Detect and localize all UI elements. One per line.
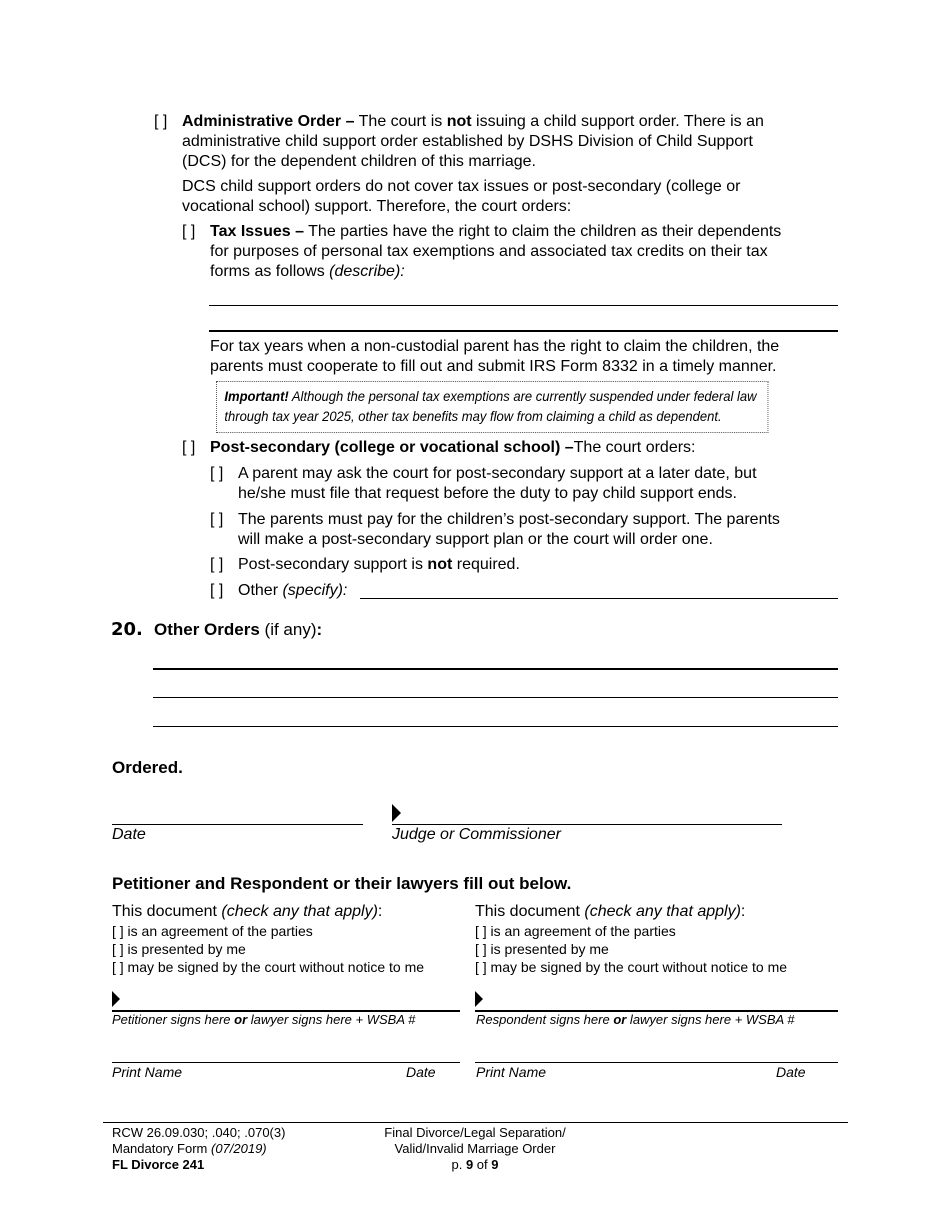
footer-rcw: RCW 26.09.030; .040; .070(3) (112, 1125, 286, 1140)
post-secondary-option-1 (238, 464, 858, 504)
doc-colon: : (377, 903, 383, 920)
section-20-if-any: (if any) (259, 620, 317, 639)
footer-page (360, 1157, 590, 1173)
option-text: will make a post-secondary support plan or the court will order one. (238, 531, 713, 548)
admin-order-line: (DCS) for the dependent children of this marriage. (182, 153, 536, 170)
other-orders-line-2[interactable] (153, 697, 838, 698)
post-secondary-option-1-checkbox[interactable]: [ ] (210, 465, 224, 482)
tax-note-line: For tax years when a non-custodial parent has the right to claim the children, the (210, 338, 780, 355)
post-secondary-option-4-checkbox[interactable]: [ ] (210, 582, 224, 599)
post-secondary-heading (210, 438, 695, 458)
tax-issues-title: Tax Issues – (210, 223, 304, 240)
other-orders-line-1[interactable] (153, 668, 838, 670)
order-date-label: Date (112, 826, 146, 843)
option-text: Post-secondary support is (238, 556, 428, 573)
respondent-option-agreement[interactable]: [ ] is an agreement of the parties (475, 923, 676, 939)
section-20-heading (154, 620, 322, 640)
option-text: he/she must file that request before the duty to pay child support ends. (238, 485, 737, 502)
important-label: Important! (224, 388, 289, 404)
post-secondary-option-4 (238, 581, 347, 601)
not-emphasis: not (446, 113, 472, 130)
describe-label: (describe): (329, 263, 405, 280)
doc-check-label: (check any that apply) (221, 903, 378, 920)
respondent-option-no-notice[interactable]: [ ] may be signed by the court without notice to me (475, 959, 788, 975)
ordered-label: Ordered. (112, 758, 183, 777)
tax-issues-text: The parties have the right to claim the children as their dependents (303, 223, 782, 240)
respondent-sign-arrow-icon (475, 991, 483, 1007)
footer-center (360, 1125, 590, 1173)
respondent-date-label: Date (776, 1064, 806, 1080)
sign-text: Petitioner signs here (112, 1012, 235, 1027)
section-20-colon: : (316, 620, 323, 639)
doc-check-label: (check any that apply) (584, 903, 741, 920)
tax-note-line: parents must cooperate to fill out and submit IRS Form 8332 in a timely manner. (210, 358, 777, 375)
post-secondary-option-2-checkbox[interactable]: [ ] (210, 511, 224, 528)
footer-mandatory-date: (07/2019) (210, 1141, 267, 1156)
admin-order-text: issuing a child support order. There is an (471, 113, 764, 130)
footer-left (112, 1125, 285, 1173)
post-secondary-checkbox[interactable]: [ ] (182, 439, 196, 456)
post-secondary-tail: The court orders: (573, 439, 696, 456)
petitioner-option-presented[interactable]: [ ] is presented by me (112, 941, 246, 957)
judge-label: Judge or Commissioner (392, 826, 561, 843)
footer-mandatory: Mandatory Form (112, 1141, 211, 1156)
admin-order-title: Administrative Order – (182, 113, 355, 130)
footer-rule (103, 1122, 848, 1123)
post-secondary-option-3-checkbox[interactable]: [ ] (210, 556, 224, 573)
option-text: A parent may ask the court for post-secondary support at a later date, but (238, 465, 757, 482)
footer-title-1: Final Divorce/Legal Separation/ (384, 1125, 566, 1140)
dcs-line: vocational school) support. Therefore, the court orders: (182, 198, 572, 215)
tax-issues-text: forms as follows (210, 263, 330, 280)
section-20-title: Other Orders (154, 620, 260, 639)
admin-order-checkbox[interactable]: [ ] (154, 113, 168, 130)
admin-order-text: The court is (354, 113, 447, 130)
other-specify-line[interactable] (360, 598, 838, 599)
post-secondary-title: Post-secondary (college or vocational school) – (210, 439, 574, 456)
tax-describe-line-1[interactable] (209, 305, 838, 306)
or-emphasis: or (613, 1012, 627, 1027)
respondent-print-name-label: Print Name (476, 1064, 547, 1080)
footer-page-of: of (473, 1157, 492, 1172)
respondent-option-presented[interactable]: [ ] is presented by me (475, 941, 609, 957)
post-secondary-option-2 (238, 510, 858, 550)
respondent-sign-label (476, 1012, 795, 1027)
parties-heading: Petitioner and Respondent or their lawyers fill out below. (112, 874, 572, 893)
specify-label: (specify): (282, 582, 348, 599)
option-text: The parents must pay for the children’s post-secondary support. The parents (238, 511, 780, 528)
not-emphasis: not (427, 556, 453, 573)
section-20-number: 20. (111, 619, 143, 640)
important-text: Although the personal tax exemptions are currently suspended under federal law (288, 388, 757, 404)
option-text: Other (238, 582, 283, 599)
important-box (216, 381, 768, 433)
judge-signature-line[interactable] (392, 824, 782, 825)
sign-text: lawyer signs here + WSBA # (626, 1012, 795, 1027)
respondent-print-name-line[interactable] (475, 1062, 838, 1063)
doc-label: This document (475, 903, 585, 920)
other-orders-line-3[interactable] (153, 726, 838, 727)
doc-colon: : (740, 903, 746, 920)
admin-order-line: administrative child support order established by DSHS Division of Child Support (182, 133, 753, 150)
post-secondary-option-3 (238, 555, 520, 575)
footer-form-id: FL Divorce 241 (112, 1157, 205, 1172)
petitioner-option-agreement[interactable]: [ ] is an agreement of the parties (112, 923, 313, 939)
petitioner-sign-arrow-icon (112, 991, 120, 1007)
tax-issues-text: for purposes of personal tax exemptions and associated tax credits on their tax (210, 243, 768, 260)
petitioner-sign-label (112, 1012, 415, 1027)
admin-order-block (182, 112, 842, 217)
option-text: required. (452, 556, 520, 573)
footer-page-number: 9 (465, 1157, 474, 1172)
footer-page-prefix: p. (451, 1157, 466, 1172)
petitioner-print-name-label: Print Name (112, 1064, 183, 1080)
order-date-line[interactable] (112, 824, 363, 825)
tax-describe-line-2[interactable] (209, 330, 838, 332)
sign-text: lawyer signs here + WSBA # (247, 1012, 416, 1027)
petitioner-date-label: Date (406, 1064, 436, 1080)
doc-label: This document (112, 903, 222, 920)
petitioner-options (112, 902, 424, 976)
petitioner-print-name-line[interactable] (112, 1062, 460, 1063)
petitioner-option-no-notice[interactable]: [ ] may be signed by the court without notice to me (112, 959, 425, 975)
tax-issues-checkbox[interactable]: [ ] (182, 223, 196, 240)
or-emphasis: or (234, 1012, 248, 1027)
dcs-line: DCS child support orders do not cover tax issues or post-secondary (college or (182, 178, 741, 195)
sign-text: Respondent signs here (476, 1012, 614, 1027)
footer-page-total: 9 (491, 1157, 499, 1172)
judge-sign-arrow-icon (392, 804, 401, 822)
respondent-options (475, 902, 787, 976)
tax-issues-block (210, 222, 850, 282)
tax-note (210, 337, 850, 377)
important-text: through tax year 2025, other tax benefits may flow from claiming a child as dependent. (224, 408, 722, 424)
footer-title-2: Valid/Invalid Marriage Order (394, 1141, 556, 1156)
